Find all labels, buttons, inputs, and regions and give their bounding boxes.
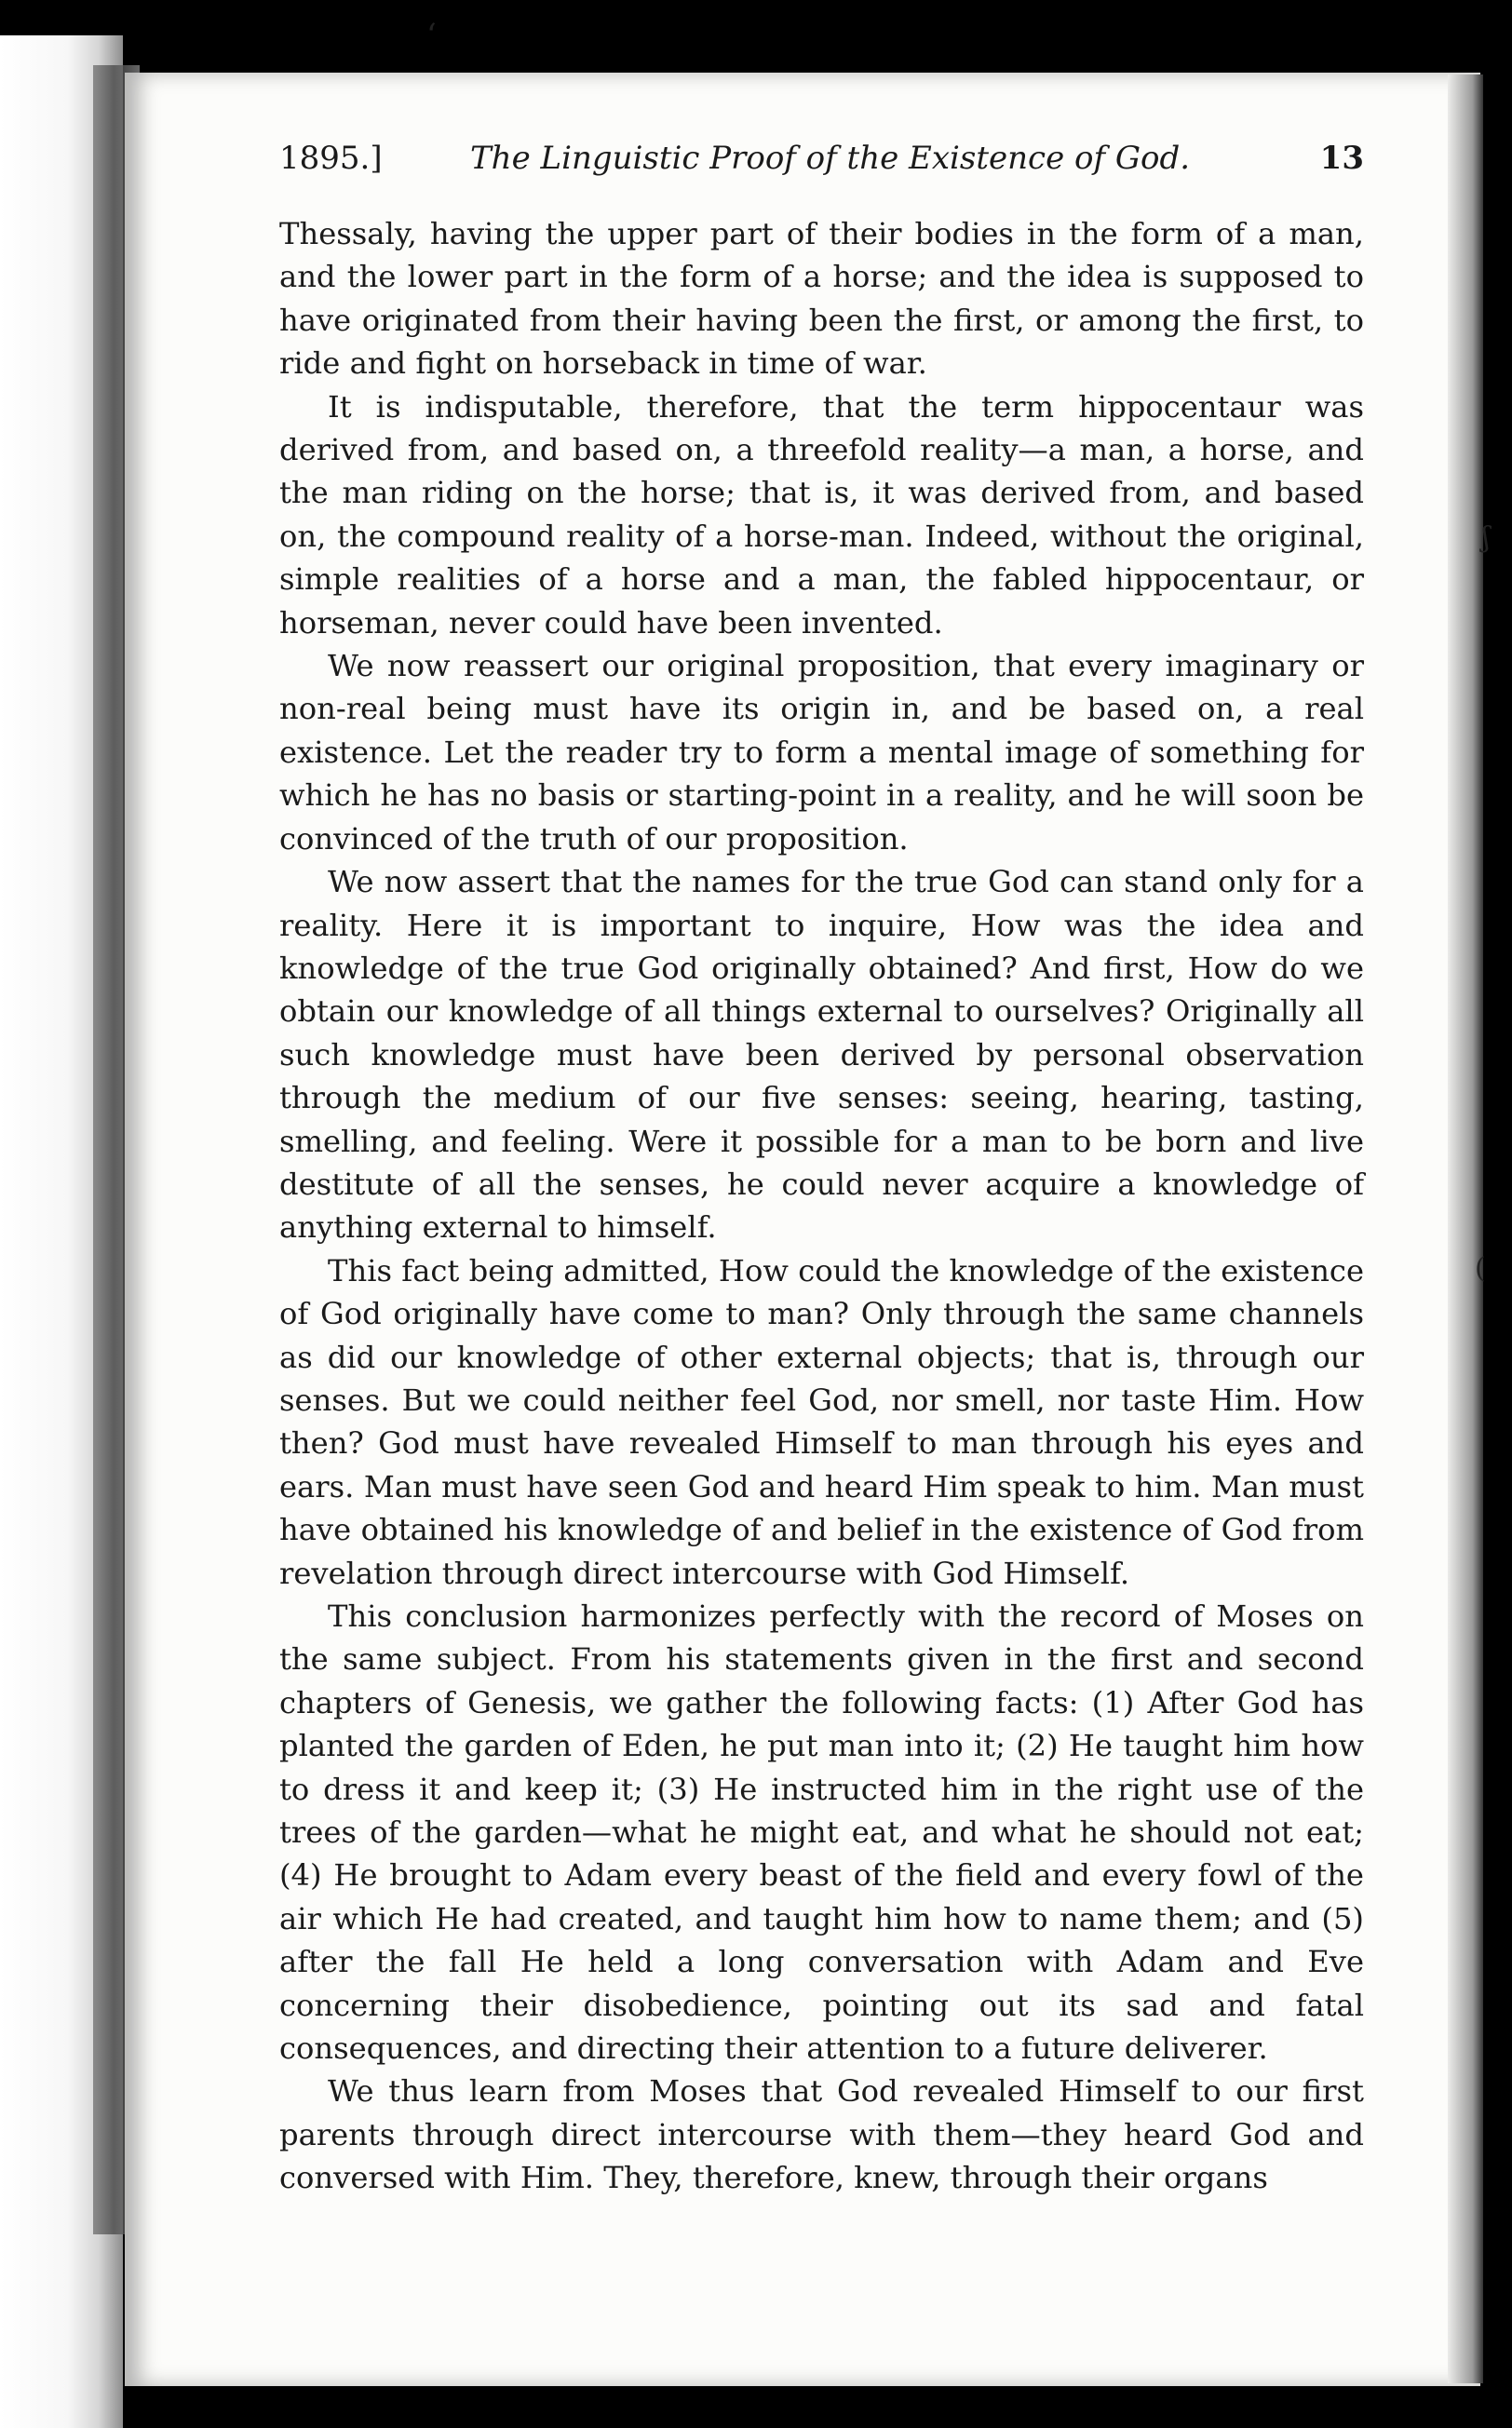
paragraph: This conclusion harmonizes perfectly with the record of Moses on the same subject. From his statements given in the first and second chapters of Genesis, we gather the following facts: (1) After God has planted the garden of Eden, he put man into it; (2) He taught him how to dress it and keep it; (3) He instructed him in the right use of the trees of the garden—what he might eat, and what he should not eat; (4) He brought to Adam every beast of the field and every fowl of the air which He had created, and taught him how to name them; and (5) after the fall He held a long conversation with Adam and Eve concerning their disobedience, pointing out its sad and fatal consequences, and directing their attention to a future deliverer. <box>279 1598 1364 2067</box>
paragraph: We thus learn from Moses that God revealed Himself to our first parents through direct intercourse with them—they heard God and conversed with Him. They, therefore, knew, through their organs <box>279 2073 1364 2196</box>
paragraph: It is indisputable, therefore, that the term hippocentaur was derived from, and based on, a threefold reality—a man, a horse, and the man riding on the horse; that is, it was derived from, and based on, the compound reality of a horse-man. Indeed, without the original, simple realities of a horse and a man, the fabled hippocentaur, or horseman, never could have been invented. <box>279 388 1364 641</box>
paragraph: We now assert that the names for the true God can stand only for a reality. Here it is important to inquire, How was the idea and knowledge of the true God originally obtained? And first, How do we obtain our knowledge of all things external to ourselves? Originally all such knowledge must have been derived by personal observation through the medium of our five senses: seeing, hearing, tasting, smelling, and feeling. Were it possible for a man to be born and live destitute of all the senses, he could never acquire a knowledge of anything external to himself. <box>279 864 1364 1246</box>
running-header <box>279 140 1364 199</box>
paragraph: Thessaly, having the upper part of their bodies in the form of a man, and the lower part in the form of a horse; and the idea is supposed to have originated from their having been the first, or among the first, to ride and fight on horseback in time of war. <box>279 216 1364 382</box>
body-text <box>279 212 1364 2200</box>
scan-speck: ‘ <box>426 17 437 54</box>
running-title: The Linguistic Proof of the Existence of God. <box>470 140 1191 177</box>
page-edge-shadow <box>1448 74 1483 2383</box>
page-number: 13 <box>1319 140 1364 177</box>
header-year: 1895.] <box>279 140 383 177</box>
margin-mark: ʃ <box>1482 521 1491 554</box>
paragraph: This fact being admitted, How could the knowledge of the existence of God originally have come to man? Only through the same channels as did our knowledge of other external objects; that is, through our senses. But we could neither feel God, nor smell, nor taste Him. How then? God must have revealed Himself to man through his eyes and ears. Man must have seen God and heard Him speak to him. Man must have obtained his knowledge of and belief in the existence of God from revelation through direct intercourse with God Himself. <box>279 1252 1364 1591</box>
paragraph: We now reassert our original proposition, that every imaginary or non-real being must have its origin in, and be based on, a real existence. Let the reader try to form a mental image of something for which he has no basis or starting-point in a reality, and he will soon be convinced of the truth of our proposition. <box>279 648 1364 857</box>
margin-mark: ( <box>1475 1252 1486 1285</box>
